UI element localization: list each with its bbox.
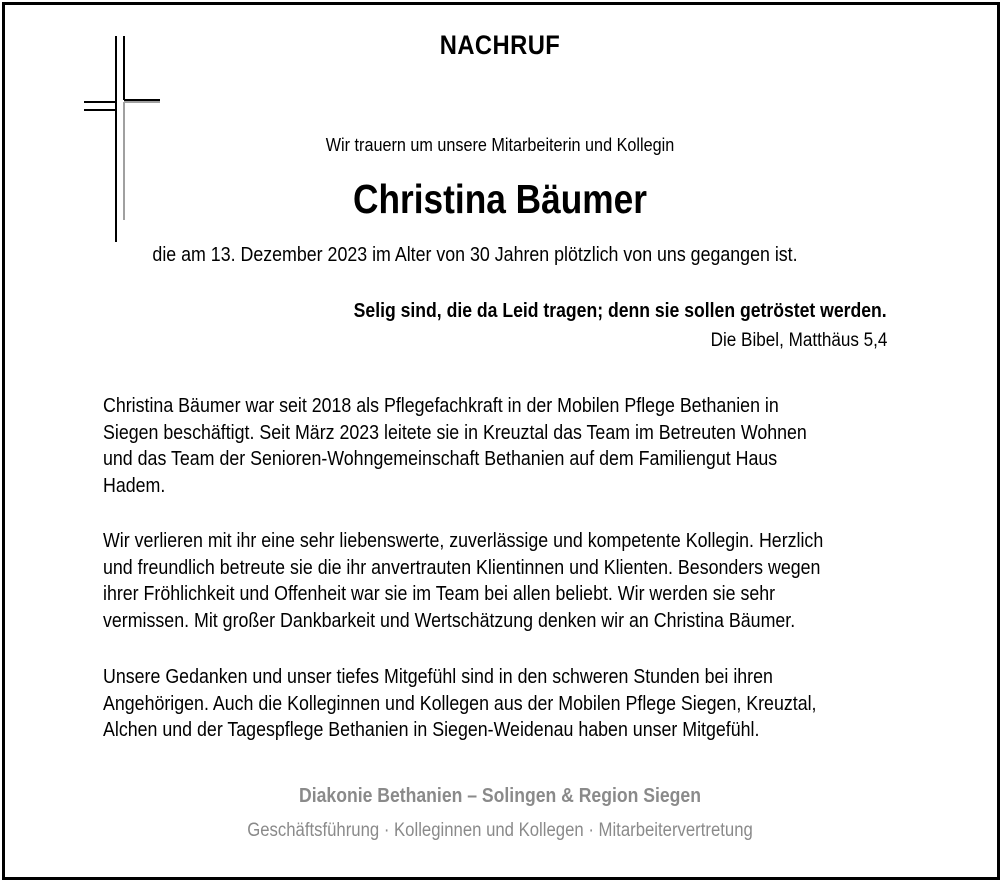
death-notice-line: die am 13. Dezember 2023 im Alter von 30 Jahren plötzlich von uns gegangen ist. xyxy=(152,244,798,266)
paragraph-line: und freundlich betreute sie die ihr anvertrauten Klientinnen und Klienten. Besonders wegen xyxy=(103,556,821,579)
intro-text: Wir trauern um unsere Mitarbeiterin und Kollegin xyxy=(325,135,675,155)
paragraph-tribute xyxy=(103,528,886,634)
paragraph-condolence xyxy=(103,664,886,744)
paragraph-line: Wir verlieren mit ihr eine sehr liebenswerte, zuverlässige und kompetente Kollegin. Herzlich xyxy=(103,530,824,552)
paragraph-career xyxy=(103,393,886,499)
paragraph-line: ihrer Fröhlichkeit und Offenheit war sie im Team bei allen beliebt. Wir werden sie sehr xyxy=(103,583,776,605)
paragraph-line: Siegen beschäftigt. Seit März 2023 leitete sie in Kreuztal das Team im Betreuten Wohnen xyxy=(103,421,807,444)
bible-verse-source: Die Bibel, Matthäus 5,4 xyxy=(710,330,887,351)
bible-verse: Selig sind, die da Leid tragen; denn sie sollen getröstet werden. xyxy=(353,300,887,322)
paragraph-line: Hadem. xyxy=(103,474,166,497)
paragraph-line: Unsere Gedanken und unser tiefes Mitgefühl sind in den schweren Stunden bei ihren xyxy=(103,666,773,688)
paragraph-line: Alchen und der Tagespflege Bethanien in Siegen-Weidenau haben unser Mitgefühl. xyxy=(103,719,760,741)
paragraph-line: vermissen. Mit großer Dankbarkeit und Wertschätzung denken wir an Christina Bäumer. xyxy=(103,609,796,632)
paragraph-line: Angehörigen. Auch die Kolleginnen und Kollegen aus der Mobilen Pflege Siegen, Kreuztal, xyxy=(103,692,817,715)
paragraph-line: Christina Bäumer war seit 2018 als Pflegefachkraft in der Mobilen Pflege Bethanien in xyxy=(103,395,779,417)
paragraph-line: und das Team der Senioren-Wohngemeinschaft Bethanien auf dem Familiengut Haus xyxy=(103,448,778,470)
deceased-name: Christina Bäumer xyxy=(353,176,647,222)
organization-name: Diakonie Bethanien – Solingen & Region Siegen xyxy=(299,785,701,807)
signers-line: Geschäftsführung · Kolleginnen und Kollegen · Mitarbeitervertretung xyxy=(247,820,753,841)
page-title: NACHRUF xyxy=(439,30,561,60)
